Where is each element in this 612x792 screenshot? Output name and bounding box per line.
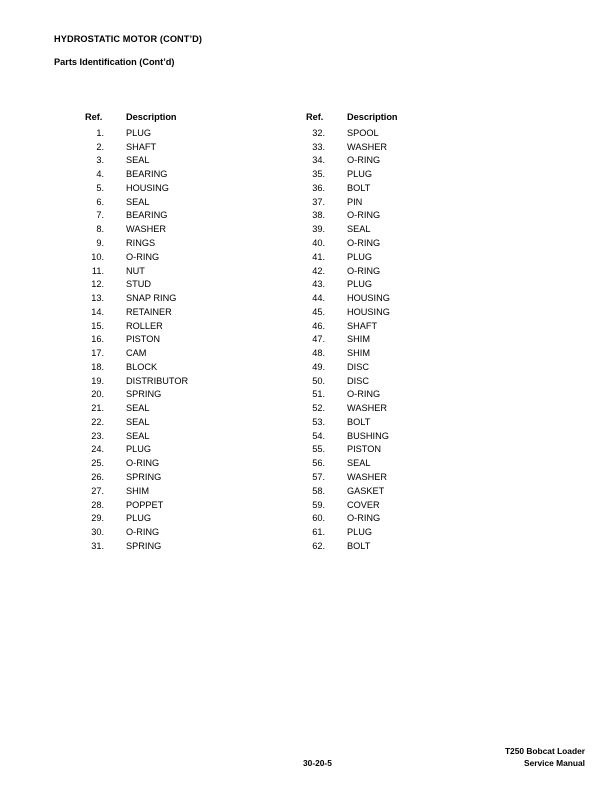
- parts-list-row: [303, 415, 398, 429]
- part-ref: 36.: [312, 182, 325, 193]
- part-description: SNAP RING: [126, 293, 177, 304]
- part-ref: 29.: [91, 513, 104, 524]
- part-ref: 28.: [91, 499, 104, 510]
- parts-list-row: [82, 443, 188, 457]
- part-description: COVER: [347, 499, 380, 510]
- part-description: PLUG: [347, 527, 373, 538]
- part-description: PISTON: [126, 334, 161, 345]
- part-ref: 35.: [312, 169, 325, 180]
- part-ref: 3.: [96, 155, 104, 166]
- parts-list-row: [82, 484, 188, 498]
- part-description: BLOCK: [126, 361, 158, 372]
- part-ref: 7.: [96, 210, 104, 221]
- parts-list-row: [82, 140, 188, 154]
- part-description: HOUSING: [347, 306, 390, 317]
- parts-list-row: [82, 126, 188, 140]
- parts-list-row: [82, 401, 188, 415]
- parts-list-row: [303, 360, 398, 374]
- part-description: SPOOL: [347, 127, 379, 138]
- parts-list-row: [82, 332, 188, 346]
- parts-list-row: [82, 429, 188, 443]
- part-ref: 39.: [312, 224, 325, 235]
- part-ref: 57.: [312, 472, 325, 483]
- parts-list-row: [303, 525, 398, 539]
- part-ref: 15.: [91, 320, 104, 331]
- parts-list-row: [82, 470, 188, 484]
- parts-list-row: [303, 209, 398, 223]
- part-ref: 34.: [312, 155, 325, 166]
- part-ref: 2.: [96, 141, 104, 152]
- part-ref: 32.: [312, 127, 325, 138]
- part-ref: 12.: [91, 279, 104, 290]
- part-ref: 62.: [312, 540, 325, 551]
- parts-list-row: [82, 181, 188, 195]
- part-ref: 10.: [91, 251, 104, 262]
- parts-list-row: [303, 236, 398, 250]
- parts-list-row: [82, 250, 188, 264]
- parts-list-row: [82, 277, 188, 291]
- part-ref: 33.: [312, 141, 325, 152]
- part-description: POPPET: [126, 499, 164, 510]
- ref-column-header: Ref.: [306, 112, 324, 122]
- part-ref: 59.: [312, 499, 325, 510]
- part-ref: 16.: [91, 334, 104, 345]
- part-ref: 45.: [312, 306, 325, 317]
- part-ref: 37.: [312, 196, 325, 207]
- part-description: BOLT: [347, 182, 371, 193]
- ref-column-header: Ref.: [85, 112, 103, 122]
- part-description: WASHER: [347, 403, 387, 414]
- footer-manual-info: [505, 746, 585, 769]
- part-ref: 13.: [91, 293, 104, 304]
- parts-list-row: [303, 181, 398, 195]
- parts-list-row: [82, 374, 188, 388]
- part-ref: 17.: [91, 348, 104, 359]
- part-ref: 9.: [96, 238, 104, 248]
- product-name: T250 Bobcat Loader: [504, 746, 585, 756]
- part-description: ROLLER: [126, 320, 163, 331]
- part-description: O-RING: [126, 458, 160, 469]
- description-column-header: Description: [347, 112, 398, 122]
- parts-list-right: [303, 112, 398, 553]
- part-description: SHAFT: [347, 320, 378, 331]
- part-ref: 38.: [312, 210, 325, 221]
- part-ref: 47.: [312, 334, 325, 345]
- parts-list-row: [303, 264, 398, 278]
- part-ref: 58.: [312, 485, 325, 496]
- part-description: O-RING: [347, 238, 381, 248]
- parts-list-row: [82, 360, 188, 374]
- part-description: DISC: [347, 361, 369, 372]
- part-ref: 27.: [91, 485, 104, 496]
- part-description: PLUG: [126, 127, 152, 138]
- part-ref: 49.: [312, 361, 325, 372]
- part-description: SPRING: [126, 389, 162, 400]
- parts-list-row: [303, 511, 398, 525]
- part-description: PIN: [347, 196, 363, 207]
- parts-list-row: [303, 443, 398, 457]
- parts-list-row: [303, 429, 398, 443]
- part-ref: 8.: [96, 224, 104, 235]
- parts-list-row: [303, 539, 398, 553]
- parts-list-row: [82, 415, 188, 429]
- part-description: PLUG: [347, 279, 373, 290]
- parts-list-row: [82, 498, 188, 512]
- parts-list-row: [303, 167, 398, 181]
- parts-list-row: [303, 250, 398, 264]
- part-description: SEAL: [347, 458, 371, 469]
- parts-list-row: [82, 539, 188, 553]
- part-description: SEAL: [347, 224, 371, 235]
- parts-list-row: [303, 346, 398, 360]
- part-ref: 19.: [91, 375, 104, 386]
- parts-list-row: [303, 498, 398, 512]
- part-description: WASHER: [347, 141, 387, 152]
- part-description: O-RING: [347, 389, 381, 400]
- parts-list-row: [82, 319, 188, 333]
- parts-list-row: [303, 401, 398, 415]
- part-description: DISTRIBUTOR: [126, 375, 189, 386]
- parts-list-row: [303, 126, 398, 140]
- part-ref: 25.: [91, 458, 104, 469]
- parts-list-row: [82, 167, 188, 181]
- part-ref: 48.: [312, 348, 325, 359]
- parts-list-row: [82, 195, 188, 209]
- part-description: WASHER: [347, 472, 387, 483]
- part-description: SHAFT: [126, 141, 157, 152]
- parts-list-row: [82, 236, 188, 250]
- part-ref: 51.: [312, 389, 325, 400]
- part-description: STUD: [126, 279, 152, 290]
- parts-list-row: [303, 374, 398, 388]
- part-description: O-RING: [126, 251, 160, 262]
- part-ref: 50.: [312, 375, 325, 386]
- part-description: SEAL: [126, 416, 150, 427]
- part-description: BUSHING: [347, 430, 389, 441]
- parts-list-row: [303, 319, 398, 333]
- part-ref: 55.: [312, 444, 325, 455]
- parts-list-header: [82, 112, 188, 126]
- part-ref: 18.: [91, 361, 104, 372]
- part-description: BEARING: [126, 169, 168, 180]
- part-ref: 4.: [96, 169, 104, 180]
- part-ref: 20.: [91, 389, 104, 400]
- parts-list-row: [82, 388, 188, 402]
- parts-list-row: [303, 470, 398, 484]
- part-ref: 61.: [312, 527, 325, 538]
- parts-list-row: [303, 277, 398, 291]
- part-ref: 6.: [96, 196, 104, 207]
- part-description: O-RING: [347, 155, 381, 166]
- part-ref: 21.: [91, 403, 104, 414]
- part-ref: 14.: [91, 306, 104, 317]
- part-description: SPRING: [126, 472, 162, 483]
- part-description: PLUG: [347, 169, 373, 180]
- part-description: PLUG: [347, 251, 373, 262]
- part-ref: 1.: [96, 127, 104, 138]
- parts-list-row: [82, 305, 188, 319]
- parts-list-row: [303, 305, 398, 319]
- part-ref: 31.: [91, 540, 104, 551]
- parts-list-row: [82, 291, 188, 305]
- part-description: RETAINER: [126, 306, 172, 317]
- part-description: SEAL: [126, 155, 150, 166]
- part-ref: 56.: [312, 458, 325, 469]
- part-description: PLUG: [126, 444, 152, 455]
- part-ref: 30.: [91, 527, 104, 538]
- part-description: SPRING: [126, 540, 162, 551]
- parts-list-left: [82, 112, 188, 553]
- part-description: O-RING: [347, 513, 381, 524]
- part-description: GASKET: [347, 485, 385, 496]
- part-description: SEAL: [126, 430, 150, 441]
- parts-list-header: [303, 112, 398, 126]
- parts-list-row: [303, 332, 398, 346]
- part-ref: 24.: [91, 444, 104, 455]
- parts-list-row: [303, 484, 398, 498]
- part-ref: 11.: [91, 265, 104, 276]
- part-ref: 44.: [312, 293, 325, 304]
- part-description: DISC: [347, 375, 369, 386]
- parts-list-row: [82, 346, 188, 360]
- parts-list-row: [303, 222, 398, 236]
- parts-list-row: [303, 388, 398, 402]
- part-ref: 43.: [312, 279, 325, 290]
- part-ref: 23.: [91, 430, 104, 441]
- part-description: O-RING: [347, 265, 381, 276]
- part-ref: 42.: [312, 265, 325, 276]
- parts-list-row: [82, 154, 188, 168]
- part-description: SEAL: [126, 196, 150, 207]
- part-description: PLUG: [126, 513, 152, 524]
- part-description: CAM: [126, 348, 147, 359]
- page-number: 30-20-5: [303, 758, 332, 768]
- parts-list-row: [303, 195, 398, 209]
- part-description: O-RING: [347, 210, 381, 221]
- part-description: BOLT: [347, 416, 371, 427]
- section-subtitle: Parts Identification (Cont’d): [54, 57, 175, 67]
- section-title: HYDROSTATIC MOTOR (CONT’D): [54, 34, 203, 44]
- parts-list-row: [82, 456, 188, 470]
- part-description: SHIM: [126, 485, 149, 496]
- part-ref: 54.: [312, 430, 325, 441]
- parts-list-row: [303, 140, 398, 154]
- parts-list-row: [82, 222, 188, 236]
- part-ref: 41.: [312, 251, 325, 262]
- part-ref: 53.: [312, 416, 325, 427]
- part-ref: 26.: [91, 472, 104, 483]
- parts-list-row: [82, 511, 188, 525]
- part-ref: 22.: [91, 416, 104, 427]
- parts-list-row: [82, 525, 188, 539]
- part-ref: 52.: [312, 403, 325, 414]
- part-ref: 40.: [312, 238, 325, 248]
- part-ref: 5.: [96, 182, 104, 193]
- part-description: HOUSING: [347, 293, 390, 304]
- part-description: SHIM: [347, 334, 370, 345]
- part-description: BEARING: [126, 210, 168, 221]
- part-description: NUT: [126, 265, 145, 276]
- part-ref: 46.: [312, 320, 325, 331]
- part-description: RINGS: [126, 238, 156, 248]
- part-description: PISTON: [347, 444, 382, 455]
- parts-list-row: [303, 154, 398, 168]
- part-description: HOUSING: [126, 182, 169, 193]
- part-description: O-RING: [126, 527, 160, 538]
- part-description: BOLT: [347, 540, 371, 551]
- description-column-header: Description: [126, 112, 177, 122]
- part-ref: 60.: [312, 513, 325, 524]
- parts-list-row: [303, 456, 398, 470]
- part-description: SHIM: [347, 348, 370, 359]
- part-description: SEAL: [126, 403, 150, 414]
- parts-list-row: [82, 264, 188, 278]
- parts-list-row: [82, 209, 188, 223]
- parts-list-row: [303, 291, 398, 305]
- part-description: WASHER: [126, 224, 166, 235]
- manual-name: Service Manual: [524, 757, 585, 768]
